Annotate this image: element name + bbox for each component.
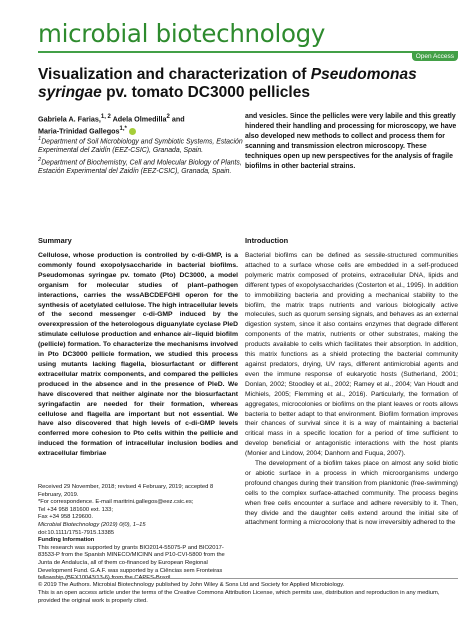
author-2: Adela Olmedilla xyxy=(110,114,167,124)
citation: Microbial Biotechnology (2019) 0(0), 1–15 xyxy=(38,521,146,528)
affiliations xyxy=(38,135,253,177)
affiliation-2: $^2$Department of Biochemistry, Cell and Molecular Biology of Plants, Estación Experimental del Zaidín (EEZ-CSIC), Granada, Spain. xyxy=(38,157,242,176)
summary-heading: Summary xyxy=(38,236,72,245)
author-3-affil: 1,* xyxy=(119,126,127,133)
received-dates: Received 29 November, 2018; revised 4 February, 2019; accepted 8 February, 2019. xyxy=(38,484,214,498)
license-line: This is an open access article under the terms of the Creative Commons Attribution License, which permits use, distribution and reproduction in any medium, provided the original work is properly cited. xyxy=(38,589,440,604)
journal-title: microbial biotechnology xyxy=(38,19,326,48)
summary-continuation: and vesicles. Since the pellicles were very labile and this greatly hindered their handling and processing for microscopy, we have also developed new methods to collect and process them for scanning and transmission electron microscopy. These techniques open up new perspectives for the analysis of fragile biofilms in other bacterial strains. xyxy=(245,113,457,170)
article-title xyxy=(38,66,458,102)
intro-paragraph-1: Bacterial biofilms can be defined as sessile-structured communities attached to a surface whose cells are embedded in a self-produced polymeric matrix composed of proteins, extracellular DNA, lipids and different types of exopolysaccharides (Costerton et al., 1995). In addition to immobilizing bacteria and providing a mechanical stability to the biofilm, the matrix traps nutrients and various biologically active molecules, such as quorum sensing signals, and behaves as an external digestion system, since it also contains enzymes that degrade different components of the matrix, nutrients or other substrates, making the products available to cells which facilitates their absorption. In addition, this matrix functions as a shield protecting the bacterial community against predators, drying, UV rays, different antimicrobial agents and even the immune response of eukaryotic hosts (Sutherland, 2001; Donlan, 2002; Stoodley et al., 2002; Ramey et al., 2004; Van Houdt and Michiels, 2005; Flemming et al., 2016). Particularly, the formation of aggregates, microcolonies or biofilms on the plant leaves or roots allows bacteria to better adapt to that environment. Biofilm formation improves their chances of survival since it is a way of maintaining a bacterial critical mass in a specific location for a period of time sufficient to develop beneficial or antagonistic interactions with the host plants (Monier and Lindow, 2004; Danhorn and Fuqua, 2007). xyxy=(245,252,458,458)
copyright-line: © 2019 The Authors. Microbial Biotechnology published by John Wiley & Sons Ltd and Society for Applied Microbiology. xyxy=(38,582,345,588)
affiliation-1: $^1$Department of Soil Microbiology and Symbiotic Systems, Estación Experimental del Zaidín (EEZ-CSIC), Granada, Spain. xyxy=(38,136,243,155)
header-rule xyxy=(38,51,458,53)
introduction-heading: Introduction xyxy=(245,236,289,245)
author-3: Maria-Trinidad Gallegos xyxy=(38,126,120,136)
telephone: Tel +34 958 181600 ext. 133; xyxy=(38,506,113,513)
title-part-2: pv. tomato DC3000 pellicles xyxy=(101,84,310,101)
author-and: and xyxy=(169,114,185,124)
license-footer xyxy=(38,582,458,605)
title-part-1: Visualization and characterization of xyxy=(38,66,311,83)
summary-text: Cellulose, whose production is controlled by c-di-GMP, is a commonly found exopolysaccharide in bacterial biofilms. Pseudomonas syringae pv. tomato (Pto) DC3000, a model organism for molecular studies of plant–pathogen interactions, carries the wssABCDEFGHI operon for the synthesis of acetylated cellulose. The high intracellular levels of the second messenger c-di-GMP induced by the overexpression of the heterologous diguanylate cyclase PleD stimulate cellulose production and enhance air–liquid biofilm (pellicle) formation. To characterize the mechanisms involved in Pto DC3000 pellicle formation, we studied this process using mutants lacking flagella, biosurfactant or different extracellular matrix components, and compared the pellicles produced in the absence and in the presence of PleD. We have discovered that neither alginate nor the biosurfactant syringafactin are needed for their formation, whereas cellulose and flagella are important but not essential. We have also discovered that high levels of c-di-GMP levels conferred more cohesion to Pto cells within the pellicle and induced the formation of intracellular inclusion bodies and extracellular fimbriae xyxy=(38,252,238,458)
author-list xyxy=(38,112,253,137)
fax: Fax +34 958 129600. xyxy=(38,514,93,521)
doi: doi:10.1111/1751-7915.13385 xyxy=(38,529,115,536)
title-species: Pseudomonas syringae xyxy=(38,66,417,101)
article-metadata xyxy=(38,484,238,583)
open-access-badge: Open Access xyxy=(412,52,458,61)
correspondence: *For correspondence. E-mail maritrini.gallegos@eez.csic.es; xyxy=(38,499,194,506)
author-1-affil: 1, 2 xyxy=(100,114,111,120)
intro-paragraph-2: The development of a biofilm takes place on almost any solid biotic or abiotic surface in a process in which microorganisms undergo profound changes during their transition from planktonic (free-swimming) cells to the complex surface-attached community. The process begins when free cells encounter a surface and adhere reversibly to it. Then, they divide and the daughter cells extend around the initial site of attachment forming a microcolony that is now irreversibly adhered to the xyxy=(245,460,458,527)
author-1: Gabriela A. Farias, xyxy=(38,114,101,124)
author-2-affil: 2 xyxy=(166,114,170,120)
funding-heading: Funding Information xyxy=(38,537,95,544)
footer-rule xyxy=(38,578,458,579)
introduction-body xyxy=(245,251,458,528)
funding-text: This research was supported by grants BIO2014-55075-P and BIO2017-83533-P from the Spanish MINECO/MICINN and P10-CVI-5800 from the Junta de Andalucía, all of them co-financed by European Regional Development Fund. G.A.F. was supported by a Ciências sem Fronteiras xyxy=(38,544,225,574)
